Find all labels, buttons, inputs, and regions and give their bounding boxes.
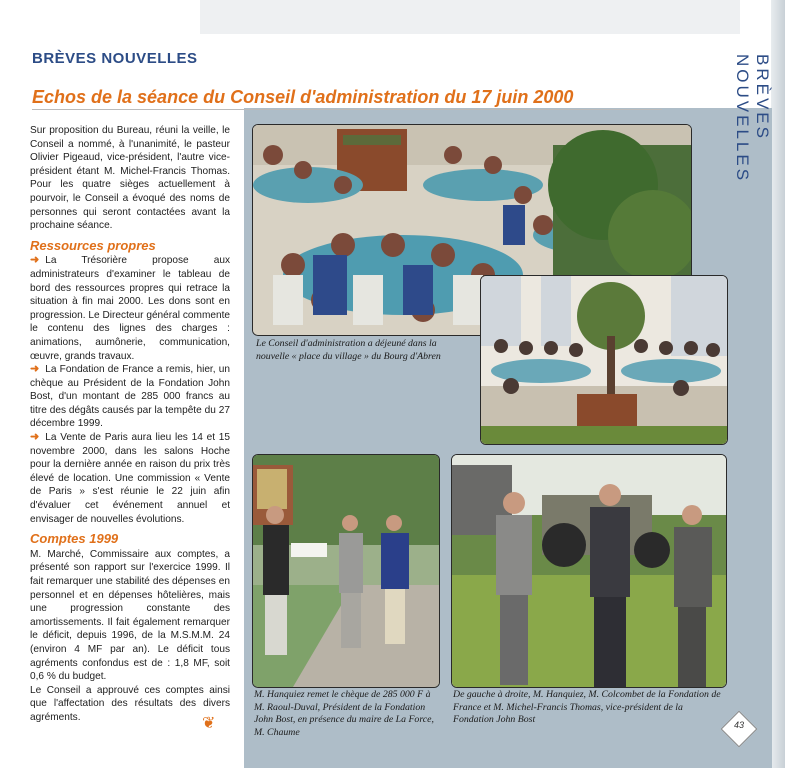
intro-paragraph: Sur proposition du Bureau, réuni la veille, le Conseil a nommé, à l'unanimité, le pasteur Olivier Pigeaud, vice-président, l'autre vice-président étant M. Michel-Francis Thomas. Pour les quatre sièges actuellement à pourvoir, le Conseil a évoqué des noms de personnes qui seront contactées avant la prochaine séance. (30, 125, 230, 232)
photo-group (451, 454, 727, 688)
title-divider (32, 109, 662, 110)
subheading-comptes: Comptes 1999 (30, 531, 119, 547)
hall-photo-image (481, 276, 727, 444)
side-section-label: BRÈVES NOUVELLES (733, 54, 772, 184)
paragraph-vente: ➜ La Vente de Paris aura lieu les 14 et 15 novembre 2000, dans les salons Hoche pour la dernière année en raison du prix très élevé de location. Une commission « Vente de Paris » s'est réunie le 22 juin afin d'évaluer cet événement annuel et envisager de nouvelles évolutions. (30, 431, 230, 525)
page-edge (771, 0, 785, 768)
group-photo-image (452, 455, 726, 687)
subheading-ressources: Ressources propres (30, 237, 156, 253)
caption-lunch: Le Conseil d'administration a déjeuné dans la nouvelle « place du village » du Bourg d'Abren (256, 338, 441, 362)
paragraph-comptes: M. Marché, Commissaire aux comptes, a présenté son rapport sur l'exercice 1999. Il fait remarquer une stabilité des dépenses en personnel et en dépenses hôtelières, mais une progression constante des amortissements. Il fait également remarquer le déficit, depuis 1996, de la M.S.M.M. 24 (environ 4 MF par an). Le déficit tous agréments confondus est de : 1,8 MF, soit 0,6 % du budget. (30, 548, 230, 683)
arrow-icon: ➜ (30, 363, 40, 376)
caption-group: De gauche à droite, M. Hanquiez, M. Colcombet de la Fondation de France et M. Michel-Francis Thomas, vice-président de la Fondation John Bost (453, 689, 721, 726)
paragraph-fondation: ➜ La Fondation de France a remis, hier, un chèque au Président de la Fondation John Bost, d'un montant de 285 000 francs au titre des dégâts causés par la tempête du 27 décembre 1999. (30, 363, 230, 430)
page-title: Echos de la séance du Conseil d'administration du 17 juin 2000 (32, 87, 574, 107)
end-ornament-icon: ❦ (202, 715, 216, 732)
photo-hall (480, 275, 728, 445)
paragraph-tresoriere: ➜ La Trésorière propose aux administrateurs d'examiner le tableau de bord des ressources propres qui retrace la situation à fin mai 2000. Les dons sont en progression. Le Directeur général commente le contenu des lignes des charges : animations, aumônerie, communication, œuvre, grands travaux. (30, 254, 230, 362)
article-column (30, 124, 230, 725)
photo-cheque (252, 454, 440, 688)
paragraph-approbation: Le Conseil a approuvé ces comptes ainsi que l'affectation des résultats des divers agréments. (30, 684, 230, 723)
page-number: 43 (733, 720, 744, 730)
cheque-photo-image (253, 455, 439, 687)
arrow-icon: ➜ (30, 254, 40, 267)
caption-cheque: M. Hanquiez remet le chèque de 285 000 F à M. Raoul-Duval, Président de la Fondation John Bost, en présence du maire de La Force, M. Chaume (254, 689, 434, 738)
section-heading: BRÈVES NOUVELLES (32, 50, 198, 67)
arrow-icon: ➜ (30, 431, 40, 444)
page-top-shadow (200, 0, 740, 34)
